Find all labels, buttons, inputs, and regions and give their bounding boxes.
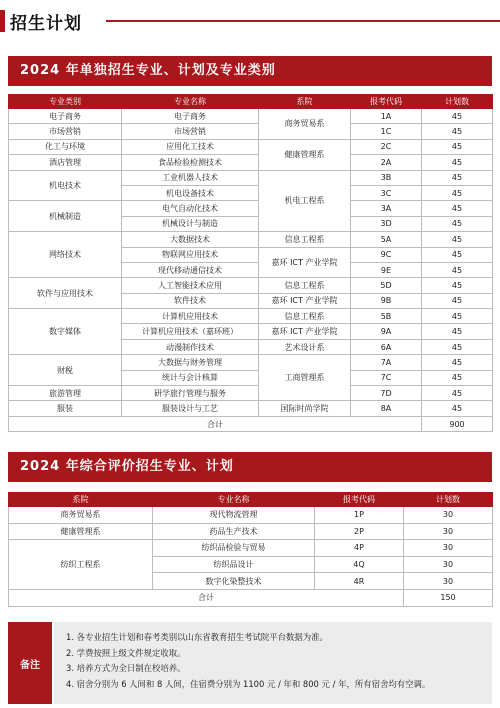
header-divider (106, 20, 500, 22)
total-value: 900 (422, 416, 493, 431)
plan-cell: 45 (422, 216, 493, 231)
dept-cell: 嘉环 ICT 产业学院 (259, 324, 351, 339)
major-cell: 大数据与财务管理 (122, 355, 259, 370)
major-cell: 应用化工技术 (122, 139, 259, 154)
notes-label: 备注 (8, 622, 52, 704)
major-cell: 纺织品检验与贸易 (153, 540, 315, 557)
note-item: 1. 各专业招生计划和春考类别以山东省教育招生考试院平台数据为准。 (66, 632, 328, 642)
major-cell: 药品生产技术 (153, 523, 315, 540)
plan-cell: 45 (422, 262, 493, 277)
plan-cell: 45 (422, 124, 493, 139)
major-cell: 现代移动通信技术 (122, 262, 259, 277)
plan-cell: 45 (422, 355, 493, 370)
major-cell: 机电设备技术 (122, 185, 259, 200)
dept-cell: 纺织工程系 (9, 540, 153, 590)
plan-cell: 45 (422, 324, 493, 339)
code-cell: 9C (351, 247, 422, 262)
code-cell: 5B (351, 309, 422, 324)
table-header-row (9, 95, 493, 109)
code-cell: 2C (351, 139, 422, 154)
total-label: 合计 (9, 416, 422, 431)
major-cell: 电气自动化技术 (122, 201, 259, 216)
code-cell: 3A (351, 201, 422, 216)
major-cell: 现代物流管理 (153, 507, 315, 524)
category-cell: 服装 (9, 401, 122, 416)
code-cell: 3D (351, 216, 422, 231)
plan-cell: 30 (404, 523, 493, 540)
table-row (9, 201, 493, 216)
table-row (9, 232, 493, 247)
category-cell: 旅游管理 (9, 386, 122, 401)
category-cell: 市场营销 (9, 124, 122, 139)
dept-cell: 艺术设计系 (259, 339, 351, 354)
table-header-row (9, 493, 493, 507)
code-cell: 7C (351, 370, 422, 385)
dept-cell: 商务贸易系 (259, 109, 351, 140)
major-cell: 软件技术 (122, 293, 259, 308)
col-header-major: 专业名称 (153, 493, 315, 507)
dept-cell: 嘉环 ICT 产业学院 (259, 247, 351, 278)
table-row (9, 386, 493, 401)
code-cell: 5D (351, 278, 422, 293)
code-cell: 2P (315, 523, 404, 540)
notes-box (8, 622, 492, 704)
dept-cell: 健康管理系 (9, 523, 153, 540)
plan-cell: 45 (422, 232, 493, 247)
col-header-major: 专业名称 (122, 95, 259, 109)
plan-cell: 45 (422, 386, 493, 401)
code-cell: 1C (351, 124, 422, 139)
major-cell: 数字化染整技术 (153, 573, 315, 590)
major-cell: 工业机器人技术 (122, 170, 259, 185)
category-cell: 机械制造 (9, 201, 122, 232)
plan-cell: 30 (404, 507, 493, 524)
plan-cell: 45 (422, 339, 493, 354)
plan-cell: 45 (422, 370, 493, 385)
dept-cell: 机电工程系 (259, 170, 351, 232)
plan-cell: 30 (404, 540, 493, 557)
dept-cell: 信息工程系 (259, 232, 351, 247)
plan-cell: 45 (422, 170, 493, 185)
table-row (9, 355, 493, 370)
table-row (9, 507, 493, 524)
code-cell: 6A (351, 339, 422, 354)
major-cell: 机械设计与制造 (122, 216, 259, 231)
comprehensive-evaluation-table (8, 492, 493, 607)
section2-title: 2024 年综合评价招生专业、计划 (8, 452, 492, 482)
code-cell: 4R (315, 573, 404, 590)
code-cell: 8A (351, 401, 422, 416)
major-cell: 市场营销 (122, 124, 259, 139)
page-title: 招生计划 (10, 14, 82, 34)
code-cell: 9A (351, 324, 422, 339)
col-header-plan: 计划数 (404, 493, 493, 507)
category-cell: 酒店管理 (9, 155, 122, 170)
table-row (9, 170, 493, 185)
plan-cell: 45 (422, 201, 493, 216)
code-cell: 3B (351, 170, 422, 185)
category-cell: 数字媒体 (9, 309, 122, 355)
header-accent-bar (0, 10, 5, 32)
major-cell: 食品检验检测技术 (122, 155, 259, 170)
plan-cell: 45 (422, 139, 493, 154)
code-cell: 9E (351, 262, 422, 277)
category-cell: 电子商务 (9, 109, 122, 124)
code-cell: 7D (351, 386, 422, 401)
table-row (9, 309, 493, 324)
major-cell: 动漫制作技术 (122, 339, 259, 354)
category-cell: 财税 (9, 355, 122, 386)
major-cell: 服装设计与工艺 (122, 401, 259, 416)
major-cell: 纺织品设计 (153, 556, 315, 573)
major-cell: 统计与会计核算 (122, 370, 259, 385)
table-row (9, 523, 493, 540)
dept-cell: 商务贸易系 (9, 507, 153, 524)
category-cell: 化工与环境 (9, 139, 122, 154)
page-header (0, 8, 500, 34)
plan-cell: 45 (422, 109, 493, 124)
code-cell: 3C (351, 185, 422, 200)
major-cell: 物联网应用技术 (122, 247, 259, 262)
code-cell: 9B (351, 293, 422, 308)
plan-cell: 30 (404, 573, 493, 590)
code-cell: 5A (351, 232, 422, 247)
plan-cell: 45 (422, 155, 493, 170)
col-header-code: 报考代码 (351, 95, 422, 109)
dept-cell: 国际时尚学院 (259, 401, 351, 416)
note-item: 2. 学费按照上级文件规定收取。 (66, 647, 186, 658)
total-row (9, 416, 493, 431)
dept-cell: 工商管理系 (259, 355, 351, 401)
major-cell: 计算机应用技术 (122, 309, 259, 324)
major-cell: 研学旅行管理与服务 (122, 386, 259, 401)
total-label: 合计 (9, 589, 404, 606)
col-header-plan: 计划数 (422, 95, 493, 109)
major-cell: 人工智能技术应用 (122, 278, 259, 293)
plan-cell: 45 (422, 293, 493, 308)
dept-cell: 嘉环 ICT 产业学院 (259, 293, 351, 308)
code-cell: 4Q (315, 556, 404, 573)
plan-cell: 45 (422, 247, 493, 262)
single-enrollment-table (8, 94, 493, 432)
note-item: 3. 培养方式为全日制在校培养。 (66, 663, 186, 674)
major-cell: 电子商务 (122, 109, 259, 124)
col-header-dept: 系院 (9, 493, 153, 507)
table-row (9, 124, 493, 139)
code-cell: 4P (315, 540, 404, 557)
code-cell: 1A (351, 109, 422, 124)
plan-cell: 45 (422, 401, 493, 416)
table-row (9, 139, 493, 154)
total-value: 150 (404, 589, 493, 606)
dept-cell: 信息工程系 (259, 309, 351, 324)
note-item: 4. 宿舍分别为 6 人间和 8 人间，住宿费分别为 1100 元 / 年和 800 元 / 年，所有宿舍均有空调。 (66, 678, 431, 689)
plan-cell: 45 (422, 309, 493, 324)
category-cell: 软件与应用技术 (9, 278, 122, 309)
category-cell: 机电技术 (9, 170, 122, 201)
plan-cell: 45 (422, 278, 493, 293)
dept-cell: 健康管理系 (259, 139, 351, 170)
col-header-code: 报考代码 (315, 493, 404, 507)
category-cell: 网络技术 (9, 232, 122, 278)
code-cell: 1P (315, 507, 404, 524)
plan-cell: 30 (404, 556, 493, 573)
col-header-category: 专业类别 (9, 95, 122, 109)
col-header-dept: 系院 (259, 95, 351, 109)
section1-title: 2024 年单独招生专业、计划及专业类别 (8, 56, 492, 86)
table-row (9, 401, 493, 416)
major-cell: 计算机应用技术（嘉环班） (122, 324, 259, 339)
code-cell: 7A (351, 355, 422, 370)
total-row (9, 589, 493, 606)
code-cell: 2A (351, 155, 422, 170)
table-row (9, 109, 493, 124)
plan-cell: 45 (422, 185, 493, 200)
table-row (9, 278, 493, 293)
table-row (9, 155, 493, 170)
table-row (9, 540, 493, 557)
major-cell: 大数据技术 (122, 232, 259, 247)
notes-body (54, 622, 492, 704)
dept-cell: 信息工程系 (259, 278, 351, 293)
